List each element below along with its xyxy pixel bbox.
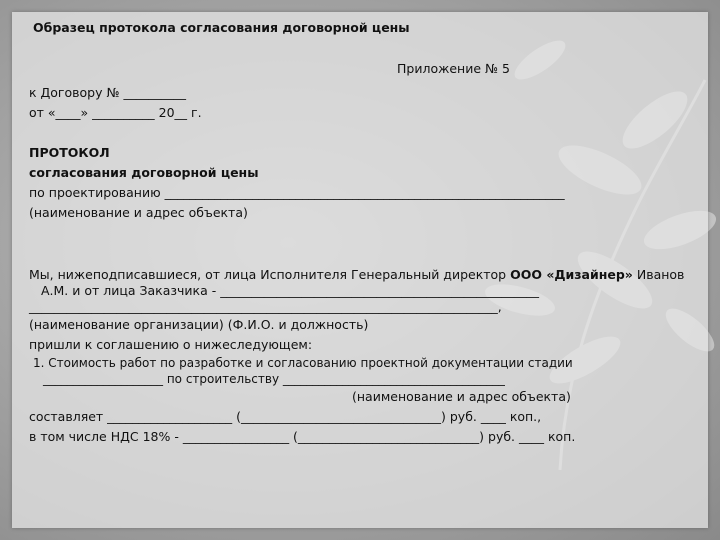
appendix-label: Приложение № 5 <box>397 61 510 76</box>
organization-caption: (наименование организации) (Ф.И.О. и должность) <box>29 317 369 332</box>
protocol-heading: ПРОТОКОЛ <box>29 145 110 160</box>
parties-paragraph-line2: А.М. и от лица Заказчика - ___________________________________________________ <box>41 283 539 298</box>
company-name: ООО «Дизайнер» <box>510 267 633 282</box>
agreement-line: пришли к соглашению о нижеследующем: <box>29 337 313 352</box>
contract-number-line: к Договору № __________ <box>29 85 186 100</box>
object-caption: (наименование и адрес объекта) <box>29 205 248 220</box>
parties-intro-text: Мы, нижеподписавшиеся, от лица Исполнителя Генеральный директор <box>29 267 511 282</box>
document-title: Образец протокола согласования договорной цены <box>33 20 410 35</box>
parties-paragraph-line1 <box>29 267 684 283</box>
contract-date-line: от «____» __________ 20__ г. <box>29 105 202 120</box>
item-1-line2: ____________________ по строительству _____________________________________ <box>43 372 505 386</box>
vat-line: в том числе НДС 18% - _________________ (_____________________________) руб. ____ коп. <box>29 429 576 444</box>
parties-paragraph-line3: ___________________________________________________________________________, <box>29 299 502 314</box>
item-1-object-caption: (наименование и адрес объекта) <box>352 389 571 404</box>
amount-line: составляет ____________________ (________________________________) руб. ____ коп., <box>29 409 542 424</box>
design-object-line: по проектированию ________________________________________________________________ <box>29 185 565 200</box>
executor-surname: Иванов <box>632 267 685 282</box>
item-1-line1: 1. Стоимость работ по разработке и согласованию проектной документации стадии <box>33 356 573 370</box>
protocol-subtitle: согласования договорной цены <box>29 165 259 180</box>
